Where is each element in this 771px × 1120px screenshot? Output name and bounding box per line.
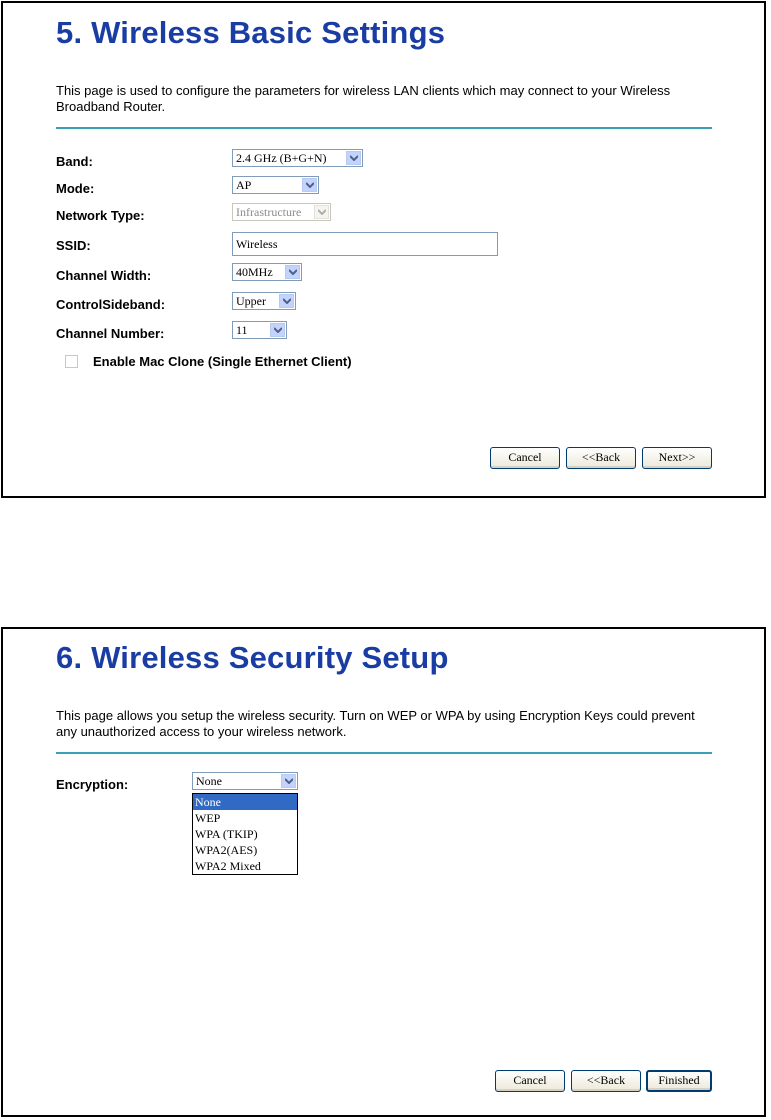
- encryption-option[interactable]: WPA (TKIP): [195, 827, 258, 841]
- chevron-down-icon[interactable]: [270, 323, 285, 337]
- encryption-select-value: None: [196, 774, 222, 788]
- channel-number-select[interactable]: [232, 321, 287, 339]
- control-sideband-label: ControlSideband:: [56, 297, 166, 312]
- ssid-input[interactable]: [232, 232, 498, 256]
- next-button[interactable]: Next>>: [642, 447, 712, 469]
- mac-clone-checkbox[interactable]: [65, 355, 78, 368]
- chevron-down-icon[interactable]: [346, 151, 361, 165]
- mode-select[interactable]: [232, 176, 319, 194]
- encryption-dropdown-list: [192, 793, 298, 875]
- finished-button[interactable]: Finished: [646, 1070, 712, 1092]
- mac-clone-label: Enable Mac Clone (Single Ethernet Client): [93, 354, 352, 369]
- mode-label: Mode:: [56, 181, 95, 196]
- network-type-label: Network Type:: [56, 208, 145, 223]
- channel-number-label: Channel Number:: [56, 326, 165, 341]
- encryption-label: Encryption:: [56, 777, 129, 792]
- page-description: This page is used to configure the parameters for wireless LAN clients which may connect to your Wireless Broadband Router.: [56, 83, 671, 114]
- ssid-input-value: Wireless: [236, 237, 278, 251]
- page-title: 5. Wireless Basic Settings: [56, 15, 446, 50]
- chevron-down-icon[interactable]: [285, 265, 300, 279]
- back-button[interactable]: <<Back: [566, 447, 636, 469]
- mode-select-value: AP: [236, 178, 252, 192]
- back-button[interactable]: <<Back: [571, 1070, 641, 1092]
- wireless-basic-settings-panel: [1, 1, 766, 498]
- control-sideband-select-value: Upper: [236, 294, 266, 308]
- ssid-label: SSID:: [56, 238, 91, 253]
- channel-number-select-value: 11: [236, 323, 248, 337]
- cancel-button[interactable]: Cancel: [490, 447, 560, 469]
- page-title: 6. Wireless Security Setup: [56, 640, 449, 675]
- band-select[interactable]: [232, 149, 363, 167]
- chevron-down-icon[interactable]: [279, 294, 294, 308]
- band-select-value: 2.4 GHz (B+G+N): [236, 151, 327, 165]
- encryption-option[interactable]: WEP: [195, 811, 221, 825]
- cancel-button[interactable]: Cancel: [495, 1070, 565, 1092]
- network-type-select-value: Infrastructure: [236, 205, 302, 219]
- encryption-select[interactable]: [192, 772, 298, 790]
- chevron-down-icon: [314, 205, 329, 219]
- wireless-security-setup-panel: [1, 627, 766, 1117]
- page-description: This page allows you setup the wireless security. Turn on WEP or WPA by using Encryption Keys could prevent any unauthorized access to your wireless network.: [56, 708, 695, 739]
- channel-width-select-value: 40MHz: [236, 265, 273, 279]
- chevron-down-icon[interactable]: [281, 774, 296, 788]
- divider: [56, 127, 712, 129]
- network-type-select: [232, 203, 331, 221]
- divider: [56, 752, 712, 754]
- channel-width-label: Channel Width:: [56, 268, 152, 283]
- band-label: Band:: [56, 154, 93, 169]
- control-sideband-select[interactable]: [232, 292, 296, 310]
- encryption-option[interactable]: WPA2 Mixed: [195, 859, 261, 873]
- channel-width-select[interactable]: [232, 263, 302, 281]
- chevron-down-icon[interactable]: [302, 178, 317, 192]
- encryption-option[interactable]: WPA2(AES): [195, 843, 258, 857]
- encryption-option[interactable]: None: [193, 794, 297, 810]
